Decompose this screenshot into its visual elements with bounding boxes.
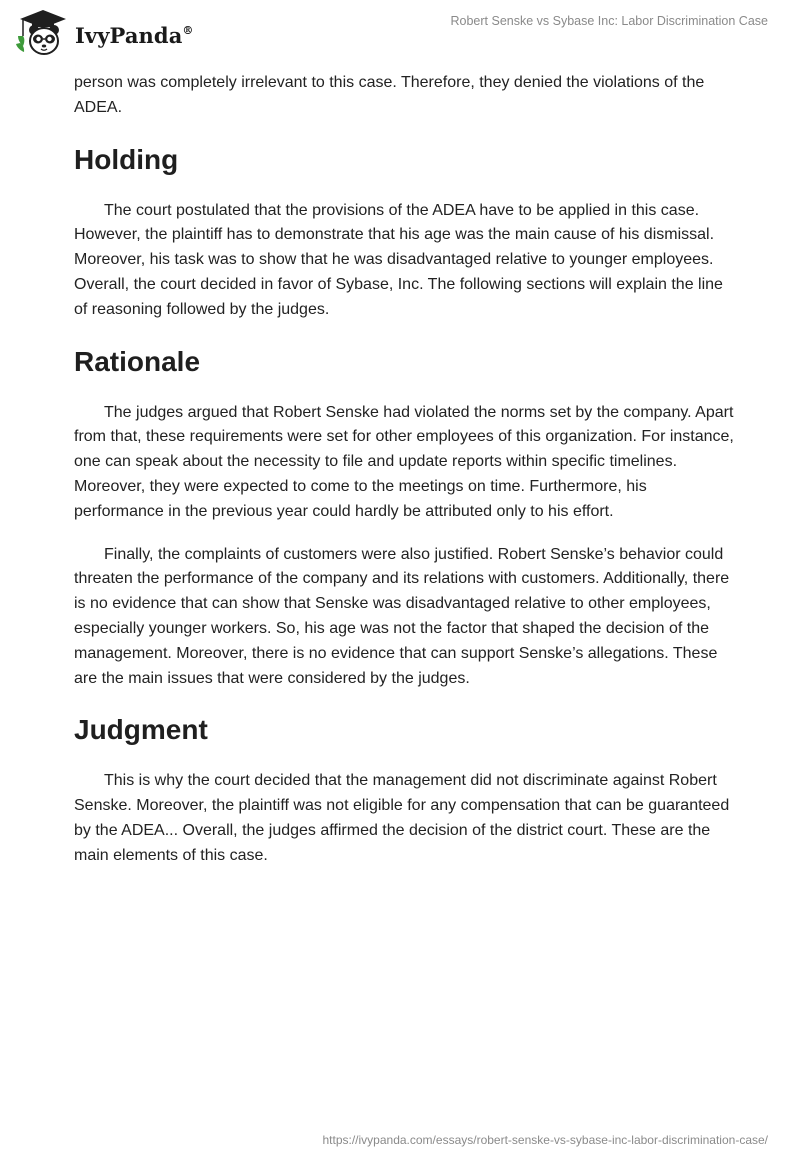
brand-name: IvyPanda® [75,22,194,48]
ivypanda-logo[interactable] [14,8,194,58]
panda-graduate-icon [14,8,72,58]
holding-paragraph: The court postulated that the provisions of the ADEA have to be applied in this case. However, the plaintiff has to demonstrate that his age was the main cause of his dismissal. Moreover, his task was to show that he was disadvantaged relative to younger employees. Overall, the court decided in favor of Sybase, Inc. The following sections will explain the line of reasoning followed by the judges. [74,201,723,318]
section-heading-judgment: Judgment [74,714,208,746]
source-url[interactable]: https://ivypanda.com/essays/robert-senske-vs-sybase-inc-labor-discrimination-case/ [322,1133,768,1147]
page-header [0,0,800,62]
document-body [74,71,734,869]
rationale-paragraph-1: The judges argued that Robert Senske had violated the norms set by the company. Apart from that, these requirements were set for other employees of this organization. For instance, one can speak about the necessity to file and update reports within specific timelines. Moreover, they were expected to come to the meetings on time. Furthermore, his performance in the previous year could hardly be attributed only to his effort. [74,403,734,520]
running-title: Robert Senske vs Sybase Inc: Labor Discrimination Case [450,14,768,28]
intro-paragraph: person was completely irrelevant to this case. Therefore, they denied the violations of the ADEA. [74,74,705,116]
judgment-paragraph: This is why the court decided that the management did not discriminate against Robert Senske. Moreover, the plaintiff was not eligible for any compensation that can be guaranteed by the ADEA... Overall, the judges affirmed the decision of the district court. These are the main elements of this case. [74,772,730,864]
section-heading-holding: Holding [74,143,179,175]
section-heading-rationale: Rationale [74,345,201,377]
rationale-paragraph-2: Finally, the complaints of customers were also justified. Robert Senske’s behavior could threaten the performance of the company and its relations with customers. Additionally, there is no evidence that can show that Senske was disadvantaged relative to other employees, especially younger workers. So, his age was not the factor that shaped the decision of the management. Moreover, there is no evidence that can support Senske’s allegations. These are the main issues that were considered by the judges. [74,545,730,687]
